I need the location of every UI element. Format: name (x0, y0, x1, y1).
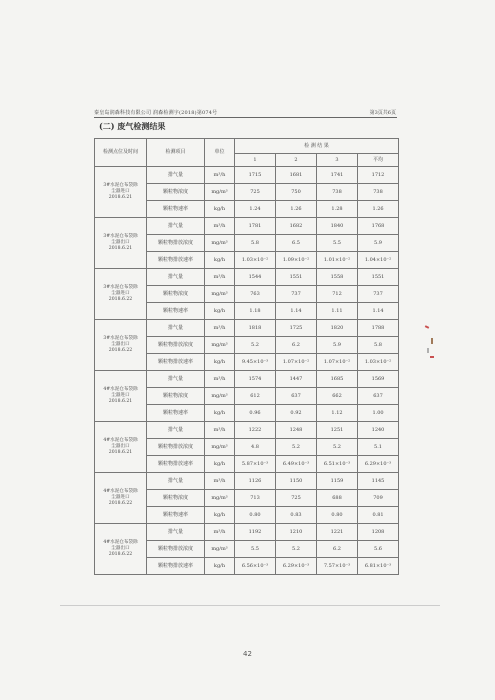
location-line: 3#水泥仓布袋除 (103, 335, 138, 341)
cell-location (95, 473, 147, 524)
cell-unit: m³/h (205, 320, 235, 337)
cell-result-3: 1.07×10⁻² (317, 354, 358, 371)
cell-item: 颗粒物排放浓度 (147, 541, 205, 558)
location-line: 2018.6.22 (108, 348, 133, 354)
cell-result-1: 1544 (235, 269, 276, 286)
margin-mark (430, 356, 434, 358)
cell-unit: m³/h (205, 167, 235, 184)
table-header-row (95, 139, 399, 154)
cell-unit: mg/m³ (205, 388, 235, 405)
cell-unit: kg/h (205, 405, 235, 422)
cell-result-3: 738 (317, 184, 358, 201)
cell-unit: m³/h (205, 218, 235, 235)
cell-result-1: 725 (235, 184, 276, 201)
cell-item: 颗粒物排放速率 (147, 354, 205, 371)
cell-unit: kg/h (205, 252, 235, 269)
cell-result-1: 1.03×10⁻² (235, 252, 276, 269)
cell-result-2: 1725 (276, 320, 317, 337)
cell-average: 1240 (358, 422, 399, 439)
location-line: 3#水泥仓布袋除 (103, 182, 138, 188)
cell-location (95, 218, 147, 269)
cell-item: 排气量 (147, 524, 205, 541)
cell-result-1: 1222 (235, 422, 276, 439)
footer-divider (60, 605, 440, 606)
cell-result-2: 1.09×10⁻² (276, 252, 317, 269)
cell-average: 1.26 (358, 201, 399, 218)
cell-result-2: 1681 (276, 167, 317, 184)
location-line: 2018.6.21 (108, 195, 133, 201)
cell-result-3: 6.2 (317, 541, 358, 558)
cell-result-3: 1685 (317, 371, 358, 388)
cell-result-1: 1574 (235, 371, 276, 388)
cell-average: 5.8 (358, 337, 399, 354)
table-row (95, 524, 399, 541)
cell-item: 排气量 (147, 167, 205, 184)
cell-result-2: 1210 (276, 524, 317, 541)
cell-item: 颗粒物排放浓度 (147, 235, 205, 252)
col-header-result-2: 2 (276, 154, 317, 167)
table-row (95, 269, 399, 286)
cell-result-3: 1558 (317, 269, 358, 286)
cell-result-3: 1159 (317, 473, 358, 490)
cell-average: 5.9 (358, 235, 399, 252)
cell-result-2: 1.26 (276, 201, 317, 218)
cell-item: 颗粒物排放浓度 (147, 337, 205, 354)
cell-unit: mg/m³ (205, 337, 235, 354)
location-line: 2018.6.22 (108, 552, 133, 558)
cell-item: 颗粒物速率 (147, 303, 205, 320)
col-header-average: 平均 (358, 154, 399, 167)
table-row (95, 218, 399, 235)
cell-average: 1.03×10⁻² (358, 354, 399, 371)
cell-location (95, 269, 147, 320)
col-header-unit: 单位 (205, 139, 235, 167)
cell-result-1: 0.96 (235, 405, 276, 422)
cell-unit: kg/h (205, 354, 235, 371)
cell-average: 1788 (358, 320, 399, 337)
cell-result-2: 6.5 (276, 235, 317, 252)
cell-unit: mg/m³ (205, 235, 235, 252)
cell-result-3: 5.5 (317, 235, 358, 252)
margin-mark (425, 325, 429, 329)
cell-average: 1768 (358, 218, 399, 235)
cell-unit: mg/m³ (205, 439, 235, 456)
cell-unit: m³/h (205, 371, 235, 388)
location-line: 尘器进口 (111, 188, 130, 194)
table-row (95, 320, 399, 337)
cell-result-2: 6.29×10⁻³ (276, 558, 317, 575)
cell-unit: m³/h (205, 422, 235, 439)
cell-location (95, 422, 147, 473)
cell-average: 1.14 (358, 303, 399, 320)
table-body (95, 167, 399, 575)
cell-average: 1145 (358, 473, 399, 490)
cell-result-2: 1150 (276, 473, 317, 490)
cell-result-1: 5.8 (235, 235, 276, 252)
report-page-indicator: 第3页共6页 (369, 110, 396, 116)
location-line: 尘器出口 (111, 341, 130, 347)
cell-unit: kg/h (205, 456, 235, 473)
cell-result-1: 6.56×10⁻³ (235, 558, 276, 575)
cell-average: 738 (358, 184, 399, 201)
col-header-result-1: 1 (235, 154, 276, 167)
location-line: 3#水泥仓布袋除 (103, 284, 138, 290)
cell-result-1: 763 (235, 286, 276, 303)
cell-result-3: 1251 (317, 422, 358, 439)
cell-unit: kg/h (205, 507, 235, 524)
cell-result-3: 1.11 (317, 303, 358, 320)
cell-average: 1569 (358, 371, 399, 388)
cell-item: 颗粒物排放速率 (147, 252, 205, 269)
cell-average: 6.29×10⁻³ (358, 456, 399, 473)
cell-location (95, 524, 147, 575)
cell-item: 颗粒物排放速率 (147, 558, 205, 575)
cell-unit: mg/m³ (205, 184, 235, 201)
cell-average: 1551 (358, 269, 399, 286)
location-line: 3#水泥仓布袋除 (103, 233, 138, 239)
cell-item: 排气量 (147, 218, 205, 235)
cell-item: 颗粒物速率 (147, 507, 205, 524)
col-header-location: 检测点位及时间 (95, 139, 147, 167)
col-header-result-3: 3 (317, 154, 358, 167)
exhaust-gas-results-table (94, 138, 399, 575)
cell-item: 排气量 (147, 422, 205, 439)
cell-result-1: 5.2 (235, 337, 276, 354)
location-line: 尘器出口 (111, 239, 130, 245)
location-line: 尘器出口 (111, 545, 130, 551)
location-line: 4#水泥仓布袋除 (103, 539, 138, 545)
location-line: 2018.6.21 (108, 450, 133, 456)
cell-result-3: 1741 (317, 167, 358, 184)
cell-result-1: 5.5 (235, 541, 276, 558)
cell-result-1: 713 (235, 490, 276, 507)
location-line: 尘器进口 (111, 392, 130, 398)
location-line: 2018.6.22 (108, 501, 133, 507)
cell-result-2: 1551 (276, 269, 317, 286)
cell-result-3: 7.57×10⁻³ (317, 558, 358, 575)
cell-result-2: 5.2 (276, 439, 317, 456)
location-line: 尘器进口 (111, 494, 130, 500)
cell-average: 1712 (358, 167, 399, 184)
cell-result-1: 1.18 (235, 303, 276, 320)
location-line: 尘器进口 (111, 290, 130, 296)
cell-unit: mg/m³ (205, 490, 235, 507)
report-header-left: 秦皇岛润森科技有限公司 润森检测字(2018)第074号 (94, 110, 218, 116)
cell-average: 1.04×10⁻² (358, 252, 399, 269)
cell-item: 颗粒物浓度 (147, 490, 205, 507)
cell-result-2: 1.07×10⁻² (276, 354, 317, 371)
cell-result-2: 725 (276, 490, 317, 507)
cell-average: 709 (358, 490, 399, 507)
cell-result-3: 1.12 (317, 405, 358, 422)
cell-result-3: 688 (317, 490, 358, 507)
cell-result-3: 1820 (317, 320, 358, 337)
cell-item: 颗粒物排放浓度 (147, 439, 205, 456)
cell-result-2: 1447 (276, 371, 317, 388)
table-row (95, 371, 399, 388)
cell-item: 颗粒物速率 (147, 405, 205, 422)
cell-result-1: 1126 (235, 473, 276, 490)
cell-item: 颗粒物浓度 (147, 388, 205, 405)
cell-result-1: 4.8 (235, 439, 276, 456)
header-divider (94, 117, 397, 118)
cell-result-3: 1.01×10⁻² (317, 252, 358, 269)
cell-unit: m³/h (205, 269, 235, 286)
table-row (95, 422, 399, 439)
cell-result-3: 1840 (317, 218, 358, 235)
cell-unit: kg/h (205, 558, 235, 575)
cell-result-1: 1781 (235, 218, 276, 235)
cell-average: 6.81×10⁻³ (358, 558, 399, 575)
location-line: 4#水泥仓布袋除 (103, 437, 138, 443)
cell-result-1: 9.45×10⁻³ (235, 354, 276, 371)
cell-location (95, 320, 147, 371)
location-line: 尘器出口 (111, 443, 130, 449)
location-line: 2018.6.22 (108, 297, 133, 303)
cell-average: 1208 (358, 524, 399, 541)
cell-result-2: 737 (276, 286, 317, 303)
cell-result-1: 1818 (235, 320, 276, 337)
cell-result-2: 1.14 (276, 303, 317, 320)
cell-unit: kg/h (205, 201, 235, 218)
cell-result-3: 5.9 (317, 337, 358, 354)
cell-unit: kg/h (205, 303, 235, 320)
location-line: 2018.6.21 (108, 246, 133, 252)
cell-unit: m³/h (205, 473, 235, 490)
cell-result-1: 1.24 (235, 201, 276, 218)
margin-mark (431, 338, 433, 344)
cell-result-2: 1248 (276, 422, 317, 439)
cell-result-3: 0.80 (317, 507, 358, 524)
cell-item: 颗粒物浓度 (147, 184, 205, 201)
cell-result-1: 0.80 (235, 507, 276, 524)
cell-item: 颗粒物速率 (147, 201, 205, 218)
col-header-results: 检 测 结 果 (235, 139, 399, 154)
location-line: 4#水泥仓布袋除 (103, 386, 138, 392)
cell-result-1: 1192 (235, 524, 276, 541)
table-row (95, 167, 399, 184)
margin-mark (427, 348, 429, 353)
cell-average: 737 (358, 286, 399, 303)
cell-result-1: 612 (235, 388, 276, 405)
cell-unit: m³/h (205, 524, 235, 541)
cell-unit: mg/m³ (205, 541, 235, 558)
cell-average: 5.6 (358, 541, 399, 558)
location-line: 4#水泥仓布袋除 (103, 488, 138, 494)
cell-item: 颗粒物浓度 (147, 286, 205, 303)
cell-result-2: 6.2 (276, 337, 317, 354)
cell-item: 排气量 (147, 269, 205, 286)
cell-result-1: 5.87×10⁻³ (235, 456, 276, 473)
location-line: 2018.6.21 (108, 399, 133, 405)
col-header-item: 检测项目 (147, 139, 205, 167)
cell-average: 0.81 (358, 507, 399, 524)
cell-average: 637 (358, 388, 399, 405)
cell-result-3: 1.28 (317, 201, 358, 218)
cell-result-1: 1715 (235, 167, 276, 184)
cell-result-2: 0.83 (276, 507, 317, 524)
table-row (95, 473, 399, 490)
cell-result-3: 5.2 (317, 439, 358, 456)
cell-result-3: 6.51×10⁻³ (317, 456, 358, 473)
cell-result-3: 712 (317, 286, 358, 303)
cell-result-2: 750 (276, 184, 317, 201)
cell-item: 排气量 (147, 473, 205, 490)
page-number: 42 (243, 650, 252, 658)
cell-result-2: 0.92 (276, 405, 317, 422)
cell-location (95, 167, 147, 218)
cell-result-2: 5.2 (276, 541, 317, 558)
cell-result-3: 662 (317, 388, 358, 405)
cell-location (95, 371, 147, 422)
cell-average: 5.1 (358, 439, 399, 456)
cell-average: 1.00 (358, 405, 399, 422)
cell-unit: mg/m³ (205, 286, 235, 303)
section-title: (二) 废气检测结果 (99, 121, 166, 131)
cell-result-3: 1221 (317, 524, 358, 541)
cell-item: 颗粒物排放速率 (147, 456, 205, 473)
cell-item: 排气量 (147, 320, 205, 337)
cell-result-2: 1682 (276, 218, 317, 235)
cell-result-2: 637 (276, 388, 317, 405)
cell-result-2: 6.49×10⁻³ (276, 456, 317, 473)
cell-item: 排气量 (147, 371, 205, 388)
